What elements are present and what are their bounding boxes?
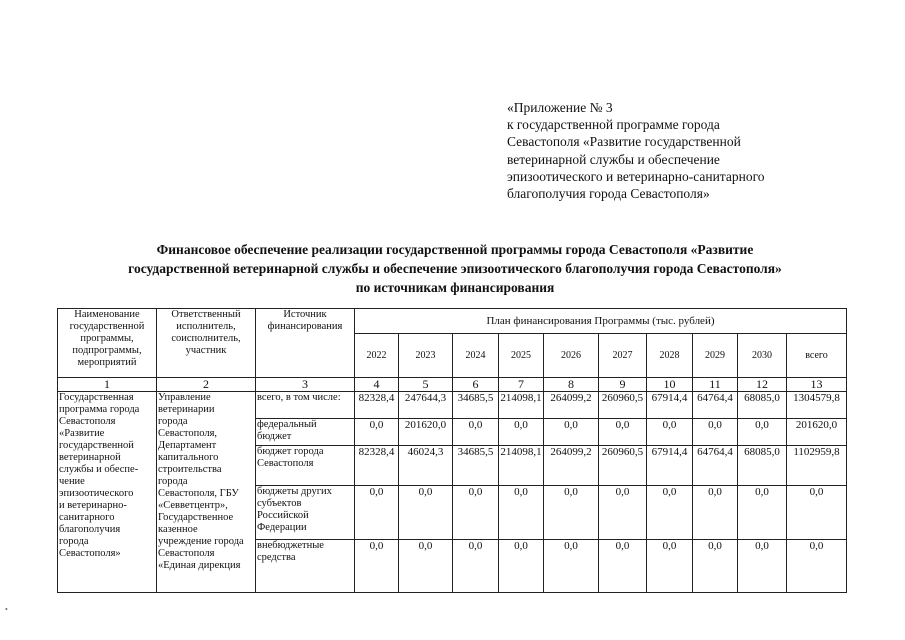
value-cell: 0,0	[399, 486, 453, 540]
cell-line: бюджеты других	[257, 486, 332, 497]
cell-line: всего, в том числе:	[257, 392, 341, 403]
value-cell: 1304579,8	[787, 392, 847, 419]
cell-line: Федерации	[257, 522, 307, 533]
cell-line: ветеринарной	[59, 452, 121, 463]
document-title	[60, 240, 850, 297]
column-number: 12	[738, 378, 787, 392]
cell-line: программа города	[59, 404, 140, 415]
value-cell: 0,0	[693, 419, 738, 446]
cell-line: федеральный	[257, 419, 317, 430]
year-cell: 2024	[453, 334, 499, 378]
title-line: государственной ветеринарной службы и обеспечение эпизоотического благополучия города Севастополя»	[128, 261, 782, 276]
cell-line: Севастополя	[257, 458, 314, 469]
cell-line: соисполнитель,	[171, 333, 241, 344]
value-cell: 0,0	[599, 419, 647, 446]
cell-line: Севастополя	[59, 416, 116, 427]
column-number: 1	[58, 378, 157, 392]
cell-line: «Севветцентр»,	[158, 500, 228, 511]
value-cell: 201620,0	[399, 419, 453, 446]
column-number: 13	[787, 378, 847, 392]
header-source	[256, 309, 355, 378]
cell-line: Севастополя»	[59, 548, 121, 559]
cell-line: исполнитель,	[176, 321, 236, 332]
header-plan: План финансирования Программы (тыс. рублей)	[355, 309, 847, 334]
year-cell-total: всего	[787, 334, 847, 378]
executor-cell	[157, 392, 256, 593]
value-cell: 0,0	[453, 540, 499, 593]
cell-line: субъектов	[257, 498, 302, 509]
cell-line: Источник	[283, 309, 327, 320]
value-cell: 0,0	[355, 540, 399, 593]
program-name-cell	[58, 392, 157, 593]
cell-line: Наименование	[74, 309, 140, 320]
value-cell: 0,0	[355, 419, 399, 446]
cell-line: казенное	[158, 524, 198, 535]
value-cell: 0,0	[787, 486, 847, 540]
value-cell: 0,0	[355, 486, 399, 540]
cell-line: эпизоотического	[59, 488, 134, 499]
column-number: 11	[693, 378, 738, 392]
cell-line: строительства	[158, 464, 222, 475]
cell-line: государственной	[69, 321, 145, 332]
cell-line: санитарного	[59, 512, 115, 523]
value-cell: 64764,4	[693, 446, 738, 486]
value-cell: 34685,5	[453, 392, 499, 419]
value-cell: 0,0	[453, 419, 499, 446]
cell-line: благополучия	[59, 524, 121, 535]
source-cell	[256, 446, 355, 486]
value-cell: 0,0	[787, 540, 847, 593]
appendix-note	[507, 99, 827, 202]
year-cell: 2027	[599, 334, 647, 378]
column-number: 3	[256, 378, 355, 392]
cell-line: и ветеринарно-	[59, 500, 127, 511]
cell-line: бюджет города	[257, 446, 324, 457]
value-cell: 247644,3	[399, 392, 453, 419]
cell-line: Российской	[257, 510, 309, 521]
value-cell: 0,0	[544, 486, 599, 540]
cell-line: «Развитие	[59, 428, 105, 439]
header-name	[58, 309, 157, 378]
value-cell: 0,0	[647, 419, 693, 446]
value-cell: 214098,1	[499, 392, 544, 419]
value-cell: 46024,3	[399, 446, 453, 486]
value-cell: 0,0	[453, 486, 499, 540]
year-cell: 2025	[499, 334, 544, 378]
value-cell: 0,0	[647, 540, 693, 593]
header-executor	[157, 309, 256, 378]
value-cell: 82328,4	[355, 392, 399, 419]
cell-line: государственной	[59, 440, 134, 451]
year-cell: 2026	[544, 334, 599, 378]
value-cell: 0,0	[647, 486, 693, 540]
margin-mark: •	[5, 605, 8, 614]
column-number: 6	[453, 378, 499, 392]
value-cell: 0,0	[738, 486, 787, 540]
value-cell: 0,0	[599, 540, 647, 593]
value-cell: 264099,2	[544, 392, 599, 419]
source-cell	[256, 419, 355, 446]
appendix-line: Севастополя «Развитие государственной	[507, 134, 741, 150]
title-line: Финансовое обеспечение реализации государственной программы города Севастополя «Развитие	[156, 242, 754, 257]
value-cell: 67914,4	[647, 446, 693, 486]
column-number-row	[58, 378, 847, 392]
cell-line: Управление	[158, 392, 211, 403]
cell-line: учреждение города	[158, 536, 244, 547]
column-number: 7	[499, 378, 544, 392]
value-cell: 82328,4	[355, 446, 399, 486]
appendix-line: к государственной программе города	[507, 117, 720, 133]
value-cell: 214098,1	[499, 446, 544, 486]
source-cell	[256, 392, 355, 419]
value-cell: 260960,5	[599, 392, 647, 419]
column-number: 2	[157, 378, 256, 392]
value-cell: 0,0	[693, 540, 738, 593]
value-cell: 0,0	[738, 419, 787, 446]
value-cell: 0,0	[399, 540, 453, 593]
value-cell: 0,0	[544, 419, 599, 446]
appendix-line: «Приложение № 3	[507, 100, 613, 115]
cell-line: ветеринарии	[158, 404, 215, 415]
appendix-line: благополучия города Севастополя»	[507, 186, 710, 202]
value-cell: 64764,4	[693, 392, 738, 419]
cell-line: Севастополя,	[158, 428, 218, 439]
source-cell	[256, 540, 355, 593]
cell-line: Ответственный	[171, 309, 241, 320]
appendix-line: ветеринарной службы и обеспечение	[507, 151, 720, 167]
cell-line: средства	[257, 552, 296, 563]
cell-line: капитального	[158, 452, 219, 463]
value-cell: 0,0	[544, 540, 599, 593]
value-cell: 34685,5	[453, 446, 499, 486]
cell-line: города	[158, 416, 188, 427]
value-cell: 0,0	[599, 486, 647, 540]
column-number: 4	[355, 378, 399, 392]
value-cell: 0,0	[693, 486, 738, 540]
value-cell: 0,0	[738, 540, 787, 593]
cell-line: финансирования	[267, 321, 343, 332]
cell-line: подпрограммы,	[72, 345, 142, 356]
column-number: 10	[647, 378, 693, 392]
value-cell: 67914,4	[647, 392, 693, 419]
cell-line: «Единая дирекция	[158, 560, 241, 571]
value-cell: 260960,5	[599, 446, 647, 486]
cell-line: города	[158, 476, 188, 487]
column-number: 5	[399, 378, 453, 392]
value-cell: 201620,0	[787, 419, 847, 446]
column-number: 8	[544, 378, 599, 392]
value-cell: 68085,0	[738, 446, 787, 486]
cell-line: Севастополя, ГБУ	[158, 488, 239, 499]
title-line: по источникам финансирования	[355, 280, 555, 295]
value-cell: 0,0	[499, 419, 544, 446]
table-row	[58, 392, 847, 419]
value-cell: 0,0	[499, 486, 544, 540]
cell-line: внебюджетные	[257, 540, 324, 551]
value-cell: 0,0	[499, 540, 544, 593]
source-cell	[256, 486, 355, 540]
cell-line: Государственное	[158, 512, 234, 523]
cell-line: чение	[59, 476, 85, 487]
cell-line: мероприятий	[77, 357, 137, 368]
cell-line: Севастополя	[158, 548, 215, 559]
column-number: 9	[599, 378, 647, 392]
value-cell: 264099,2	[544, 446, 599, 486]
year-cell: 2022	[355, 334, 399, 378]
value-cell: 1102959,8	[787, 446, 847, 486]
value-cell: 68085,0	[738, 392, 787, 419]
year-cell: 2030	[738, 334, 787, 378]
cell-line: Государственная	[59, 392, 134, 403]
financing-table	[57, 308, 847, 593]
cell-line: Департамент	[158, 440, 217, 451]
year-cell: 2023	[399, 334, 453, 378]
year-cell: 2028	[647, 334, 693, 378]
cell-line: города	[59, 536, 89, 547]
cell-line: службы и обеспе-	[59, 464, 139, 475]
header-row	[58, 309, 847, 334]
year-cell: 2029	[693, 334, 738, 378]
appendix-line: эпизоотического и ветеринарно-санитарного	[507, 168, 765, 184]
cell-line: бюджет	[257, 431, 292, 442]
cell-line: программы,	[80, 333, 134, 344]
cell-line: участник	[185, 345, 227, 356]
